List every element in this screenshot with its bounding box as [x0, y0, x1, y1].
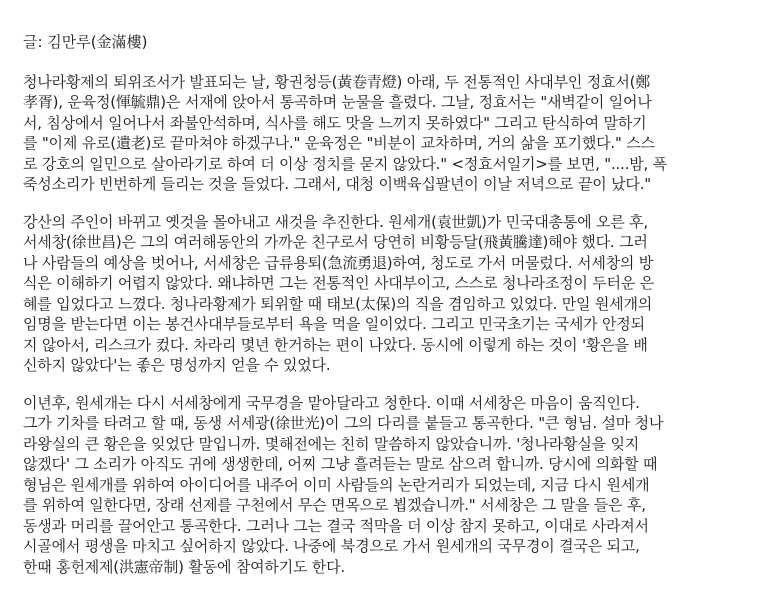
article [23, 32, 753, 594]
paragraph-line: 를 위하여 일한다면, 장래 선제를 구천에서 무슨 면목으로 뵙겠습니까." 서세창은 그 말을 들은 후, [23, 496, 646, 514]
paragraph-line: 혜를 입었다고 느꼈다. 청나라황제가 퇴위할 때 태보(太保)의 직을 겸임하고 있었다. 만일 원세개의 [23, 294, 653, 313]
paragraph-line: 나 사람들의 예상을 벗어나, 서세창은 급류용퇴(急流勇退)하여, 청도로 가서 머물렀다. 서세창의 방 [23, 253, 654, 272]
paragraph-line: 지 않아서, 리스크가 컸다. 차라리 몇년 한거하는 편이 나았다. 동시에 이렇게 하는 것이 '황은을 배 [23, 335, 648, 354]
paragraph-line: 임명을 받는다면 이는 봉건사대부들로부터 욕을 먹을 일이었다. 그리고 민국초기는 국세가 안정되 [23, 315, 645, 333]
paragraph-line: 청나라황제의 퇴위조서가 발표되는 날, 황권청등(黃卷青燈) 아래, 두 전통적인 사대부인 정효서(鄭 [23, 72, 651, 91]
paragraph [23, 212, 753, 376]
paragraph-line: 않겠다' 그 소리가 아직도 귀에 생생한데, 어찌 그냥 흘려듣는 말로 삼으려 합니까. 당시에 의화할 때 [23, 455, 658, 473]
paragraph-line: 라왕실의 큰 황은을 잊었단 말입니까. 몇해전에는 친히 말씀하지 않았습니까. '청나라황실을 잊지 [23, 434, 640, 453]
paragraph-line: 그가 기차를 타려고 할 때, 동생 서세광(徐世光)이 그의 다리를 붙들고 통곡한다. "큰 형님. 설마 청나 [23, 414, 664, 432]
paragraph-line: 를 "이제 유로(遺老)로 끝마쳐야 하겠구나." 운육정은 "비분이 교차하며, 거의 삶을 포기했다." 스스 [23, 134, 655, 152]
paragraph-line: 형님은 원세개를 위하여 아이디어를 내주어 이미 사람들의 논란거리가 되었는데, 지금 다시 원세개 [23, 475, 650, 494]
paragraph-line: 한때 홍헌제제(洪憲帝制) 활동에 참여하기도 한다. [23, 557, 345, 576]
article-body [23, 72, 753, 578]
paragraph-line: 로 강호의 일민으로 살아라기로 하여 더 이상 정치를 묻지 않았다." <정효서일기>를 보면, "....밤, 폭 [23, 154, 667, 173]
paragraph-line: 강산의 주인이 바뀌고 옛것을 몰아내고 새것을 추진한다. 원세개(袁世凱)가 민국대총통에 오른 후, [23, 212, 648, 231]
paragraph-line: 이년후, 원세개는 다시 서세창에게 국무경을 맡아달라고 청한다. 이때 서세창은 마음이 움직인다. [23, 393, 640, 412]
paragraph-line: 서, 침상에서 일어나서 좌불안석하며, 식사를 해도 맛을 느끼지 못하였다" 그리고 탄식하여 말하기 [23, 113, 647, 132]
paragraph [23, 393, 753, 578]
paragraph-line: 신하지 않았다'는 좋은 명성까지 얻을 수 있었다. [23, 356, 331, 374]
paragraph [23, 72, 753, 195]
paragraph-line: 식은 이해하기 어렵지 않았다. 왜냐하면 그는 전통적인 사대부이고, 스스로 청나라조정이 두터운 은 [23, 274, 654, 292]
paragraph-line: 孝胥), 운육정(惲毓鼎)은 서재에 앉아서 통곡하며 눈물을 흘렸다. 그날, 정효서는 "새벽같이 일어나 [23, 93, 652, 111]
paragraph-line: 동생과 머리를 끌어안고 통곡한다. 그러나 그는 결국 적막을 더 이상 참지 못하고, 이대로 사라져서 [23, 516, 649, 535]
paragraph-line: 서세창(徐世昌)은 그의 여러해동안의 가까운 친구로서 당연히 비황등달(飛黃騰達)해야 했다. 그러 [23, 233, 648, 251]
paragraph-line: 시골에서 평생을 마치고 싶어하지 않았다. 나중에 북경으로 가서 원세개의 국무경이 결국은 되고, [23, 537, 640, 555]
article-byline: 글: 김만루(金滿樓) [23, 33, 148, 51]
paragraph-line: 죽성소리가 빈번하게 들리는 것을 들었다. 그래서, 대청 이백육십팔년이 이날 저녁으로 끝이 났다." [23, 175, 651, 193]
